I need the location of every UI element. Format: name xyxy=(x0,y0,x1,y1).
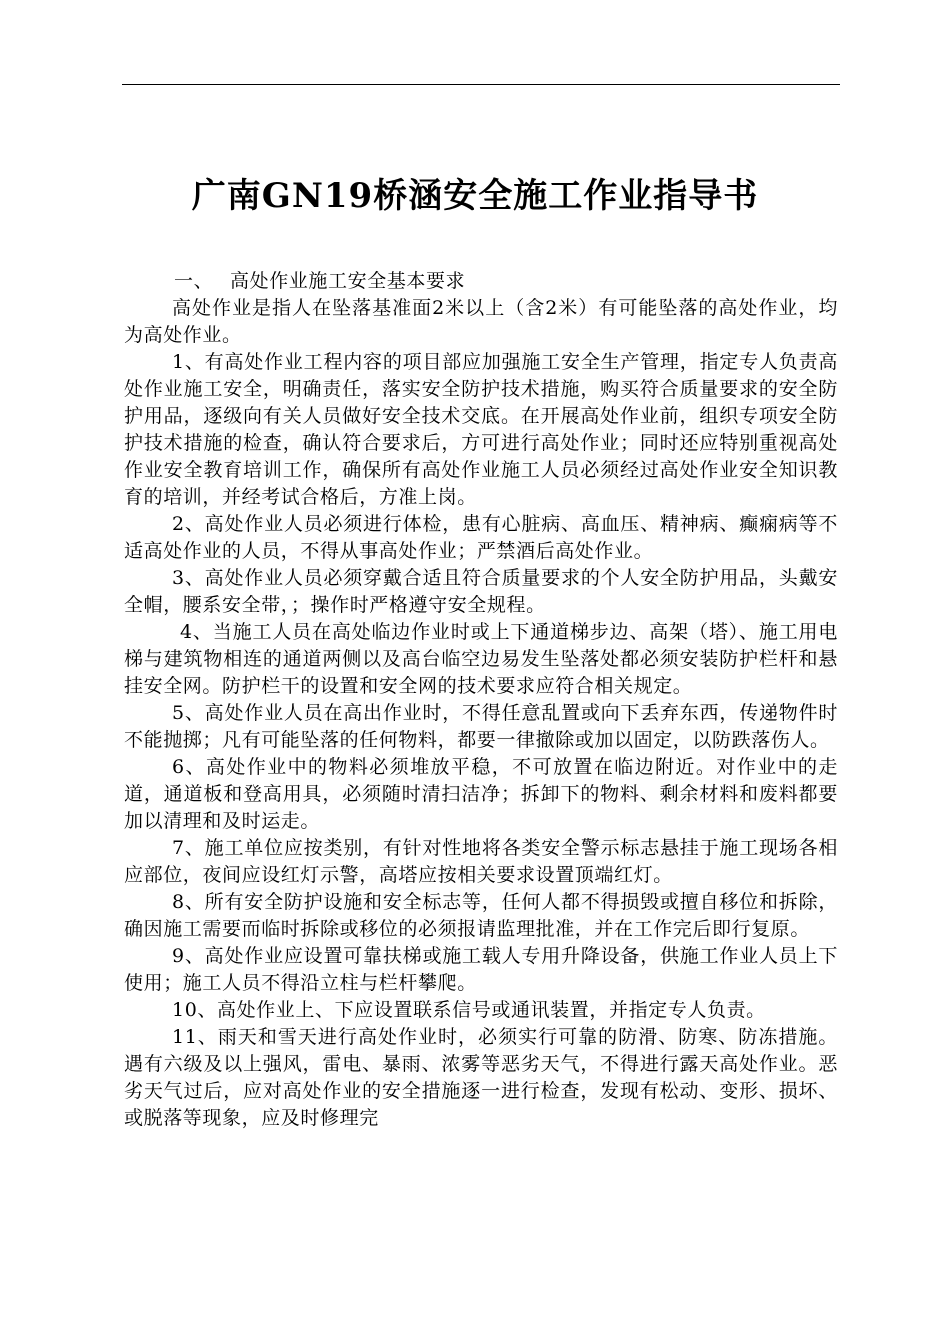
paragraph-item-11: 11、雨天和雪天进行高处作业时，必须实行可靠的防滑、防寒、防冻措施。遇有六级及以上强风，雷电、暴雨、浓雾等恶劣天气，不得进行露天高处作业。恶劣天气过后，应对高处作业的安全措施逐一进行检查，发现有松动、变形、损坏、或脱落等现象，应及时修理完 xyxy=(124,1026,838,1129)
paragraph-item-4: 4、当施工人员在高处临边作业时或上下通道梯步边、高架（塔）、施工用电梯与建筑物相连的通道两侧以及高台临空边易发生坠落处都必须安装防护栏杆和悬挂安全网。防护栏干的设置和安全网的技术要求应符合相关规定。 xyxy=(124,621,838,697)
document-body xyxy=(124,268,838,1132)
paragraph-intro: 高处作业是指人在坠落基准面2米以上（含2米）有可能坠落的高处作业，均为高处作业。 xyxy=(124,297,838,346)
paragraph-item-10: 10、高处作业上、下应设置联系信号或通讯装置，并指定专人负责。 xyxy=(172,999,766,1021)
paragraph-item-8: 8、所有安全防护设施和安全标志等，任何人都不得损毁或擅自移位和拆除，确因施工需要而临时拆除或移位的必须报请监理批准，并在工作完后即行复原。 xyxy=(124,891,838,940)
header-rule xyxy=(122,84,840,85)
paragraph-item-2: 2、高处作业人员必须进行体检，患有心脏病、高血压、精神病、癫痫病等不适高处作业的人员，不得从事高处作业；严禁酒后高处作业。 xyxy=(124,513,838,562)
paragraph-item-5: 5、高处作业人员在高出作业时，不得任意乱置或向下丢弃东西，传递物件时不能抛掷；凡有可能坠落的任何物料，都要一律撤除或加以固定，以防跌落伤人。 xyxy=(124,702,838,751)
section-heading xyxy=(124,268,838,295)
paragraph-item-3: 3、高处作业人员必须穿戴合适且符合质量要求的个人安全防护用品，头戴安全帽，腰系安全带，；操作时严格遵守安全规程。 xyxy=(124,567,838,616)
paragraph-item-7: 7、施工单位应按类别，有针对性地将各类安全警示标志悬挂于施工现场各相应部位，夜间应设红灯示警，高塔应按相关要求设置顶端红灯。 xyxy=(124,837,838,886)
document-title: 广南GN19桥涵安全施工作业指导书 xyxy=(191,176,759,216)
section-number: 一、 xyxy=(174,270,214,292)
paragraph-item-1: 1、有高处作业工程内容的项目部应加强施工安全生产管理，指定专人负责高处作业施工安全，明确责任，落实安全防护技术措施，购买符合质量要求的安全防护用品，逐级向有关人员做好安全技术交底。在开展高处作业前，组织专项安全防护技术措施的检查，确认符合要求后，方可进行高处作业；同时还应特别重视高处作业安全教育培训工作，确保所有高处作业施工人员必须经过高处作业安全知识教育的培训，并经考试合格后，方准上岗。 xyxy=(124,351,838,508)
paragraph-item-9: 9、高处作业应设置可靠扶梯或施工载人专用升降设备，供施工作业人员上下使用；施工人员不得沿立柱与栏杆攀爬。 xyxy=(124,945,838,994)
paragraph-item-6: 6、高处作业中的物料必须堆放平稳，不可放置在临边附近。对作业中的走道，通道板和登高用具，必须随时清扫洁净；拆卸下的物料、剩余材料和废料都要加以清理和及时运走。 xyxy=(124,756,838,832)
section-heading-text: 高处作业施工安全基本要求 xyxy=(230,270,466,292)
